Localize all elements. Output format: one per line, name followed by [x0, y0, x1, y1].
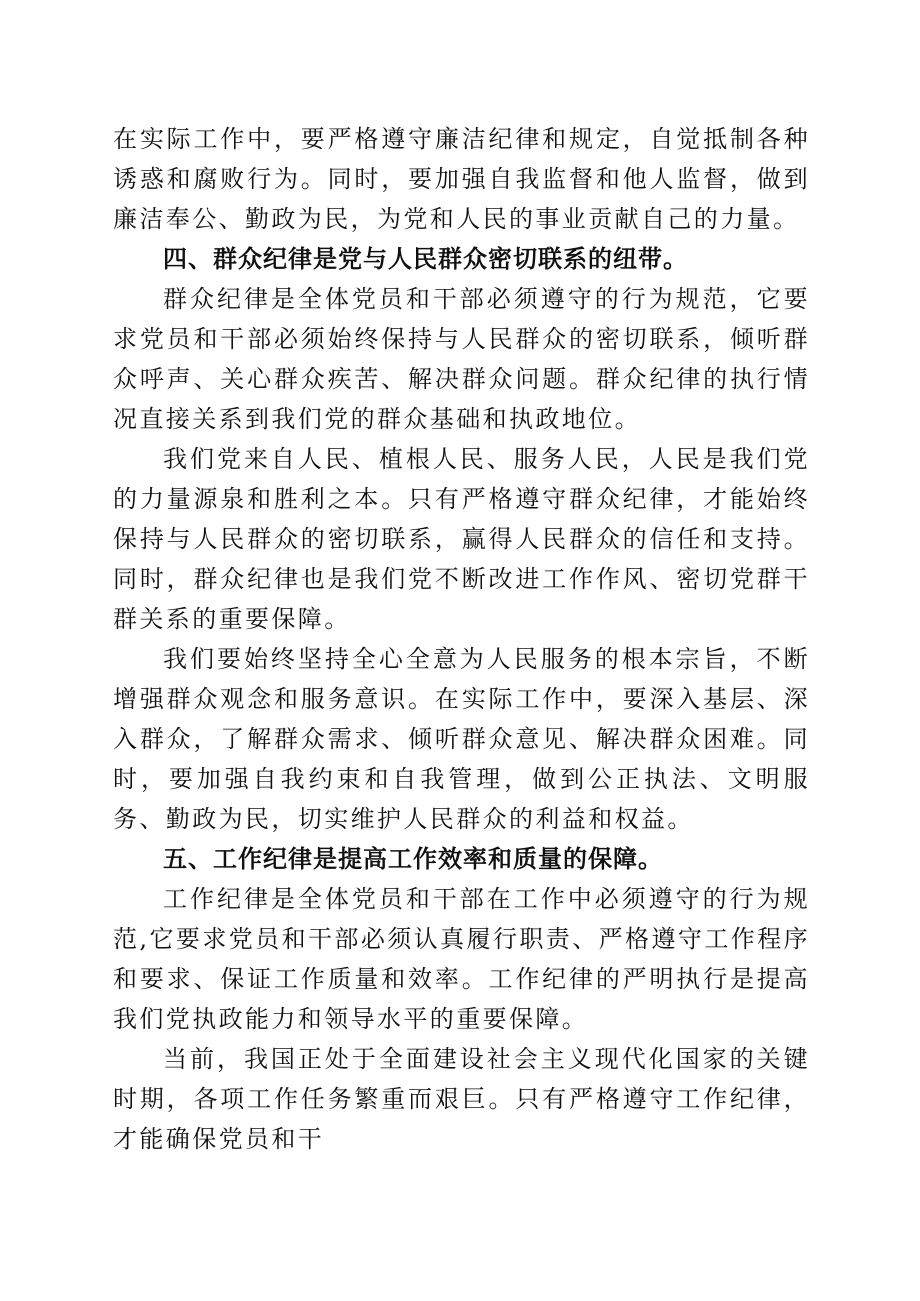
- paragraph-continuation: 在实际工作中，要严格遵守廉洁纪律和规定，自觉抵制各种诱惑和腐败行为。同时，要加强自我监督和他人监督，做到廉洁奉公、勤政为民，为党和人民的事业贡献自己的力量。: [113, 125, 810, 233]
- paragraph: 我们党来自人民、植根人民、服务人民，人民是我们党的力量源泉和胜利之本。只有严格遵守群众纪律，才能始终保持与人民群众的密切联系，赢得人民群众的信任和支持。同时，群众纪律也是我们党不断改进工作作风、密切党群干群关系的重要保障。: [113, 445, 810, 633]
- paragraph: 当前，我国正处于全面建设社会主义现代化国家的关键时期，各项工作任务繁重而艰巨。只有严格遵守工作纪律，才能确保党员和干: [113, 1045, 810, 1153]
- section-heading-four: 四、群众纪律是党与人民群众密切联系的纽带。: [163, 245, 688, 273]
- section-heading-five: 五、工作纪律是提高工作效率和质量的保障。: [163, 845, 663, 873]
- paragraph: 群众纪律是全体党员和干部必须遵守的行为规范，它要求党员和干部必须始终保持与人民群众的密切联系，倾听群众呼声、关心群众疾苦、解决群众问题。群众纪律的执行情况直接关系到我们党的群众基础和执政地位。: [113, 285, 810, 433]
- paragraph: 工作纪律是全体党员和干部在工作中必须遵守的行为规范,它要求党员和干部必须认真履行职责、严格遵守工作程序和要求、保证工作质量和效率。工作纪律的严明执行是提高我们党执政能力和领导水平的重要保障。: [113, 885, 810, 1033]
- document-body: [113, 119, 810, 1159]
- paragraph: 我们要始终坚持全心全意为人民服务的根本宗旨，不断增强群众观念和服务意识。在实际工作中，要深入基层、深入群众，了解群众需求、倾听群众意见、解决群众困难。同时，要加强自我约束和自我管理，做到公正执法、文明服务、勤政为民，切实维护人民群众的利益和权益。: [113, 645, 810, 833]
